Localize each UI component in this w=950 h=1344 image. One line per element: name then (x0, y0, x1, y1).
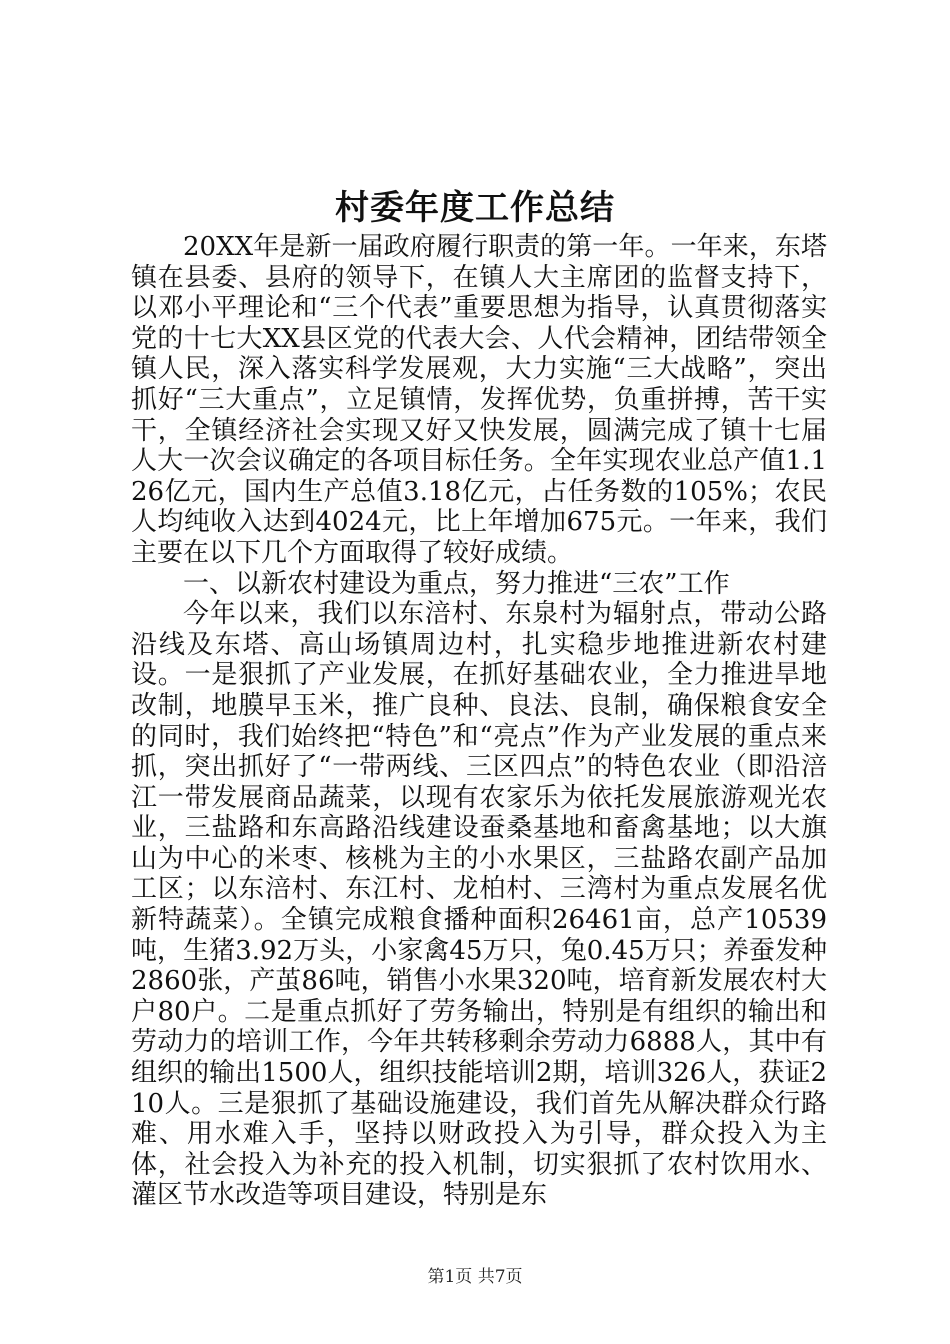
paragraph-section-1: 今年以来，我们以东涪村、东泉村为辐射点，带动公路沿线及东塔、高山场镇周边村，扎实稳步地推进新农村建设。一是狠抓了产业发展，在抓好基础农业，全力推进旱地改制，地膜早玉米，推广良种、良法、良制，确保粮食安全的同时，我们始终把“特色”和“亮点”作为产业发展的重点来抓，突出抓好了“一带两线、三区四点”的特色农业（即沿涪江一带发展商品蔬菜，以现有农家乐为依托发展旅游观光农业，三盐路和东高路沿线建设蚕桑基地和畜禽基地；以大旗山为中心的米枣、核桃为主的小水果区，三盐路农副产品加工区；以东涪村、东江村、龙柏村、三湾村为重点发展名优新特蔬菜）。全镇完成粮食播种面积26461亩，总产10539吨，生猪3.92万头，小家禽45万只，兔0.45万只；养蚕发种2860张，产茧86吨，销售小水果320吨，培育新发展农村大户80户。二是重点抓好了劳务输出，特别是有组织的输出和劳动力的培训工作，今年共转移剩余劳动力6888人，其中有组织的输出1500人，组织技能培训2期，培训326人，获证210人。三是狠抓了基础设施建设，我们首先从解决群众行路难、用水难入手，坚持以财政投入为引导，群众投入为主体，社会投入为补充的投入机制，切实狠抓了农村饮用水、灌区节水改造等项目建设，特别是东 (131, 599, 827, 1211)
document-title: 村委年度工作总结 (335, 188, 615, 228)
page-footer: 第1页 共7页 (427, 1267, 523, 1287)
document-body (131, 232, 827, 1211)
paragraph-intro: 20XX年是新一届政府履行职责的第一年。一年来，东塔镇在县委、县府的领导下，在镇人大主席团的监督支持下，以邓小平理论和“三个代表”重要思想为指导，认真贯彻落实党的十七大XX县区党的代表大会、人代会精神，团结带领全镇人民，深入落实科学发展观，大力实施“三大战略”，突出抓好“三大重点”，立足镇情，发挥优势，负重拼搏，苦干实干，全镇经济社会实现又好又快发展，圆满完成了镇十七届人大一次会议确定的各项目标任务。全年实现农业总产值1.126亿元，国内生产总值3.18亿元，占任务数的105%；农民人均纯收入达到4024元，比上年增加675元。一年来，我们主要在以下几个方面取得了较好成绩。 (131, 232, 827, 568)
section-heading-1: 一、以新农村建设为重点，努力推进“三农”工作 (183, 568, 730, 599)
